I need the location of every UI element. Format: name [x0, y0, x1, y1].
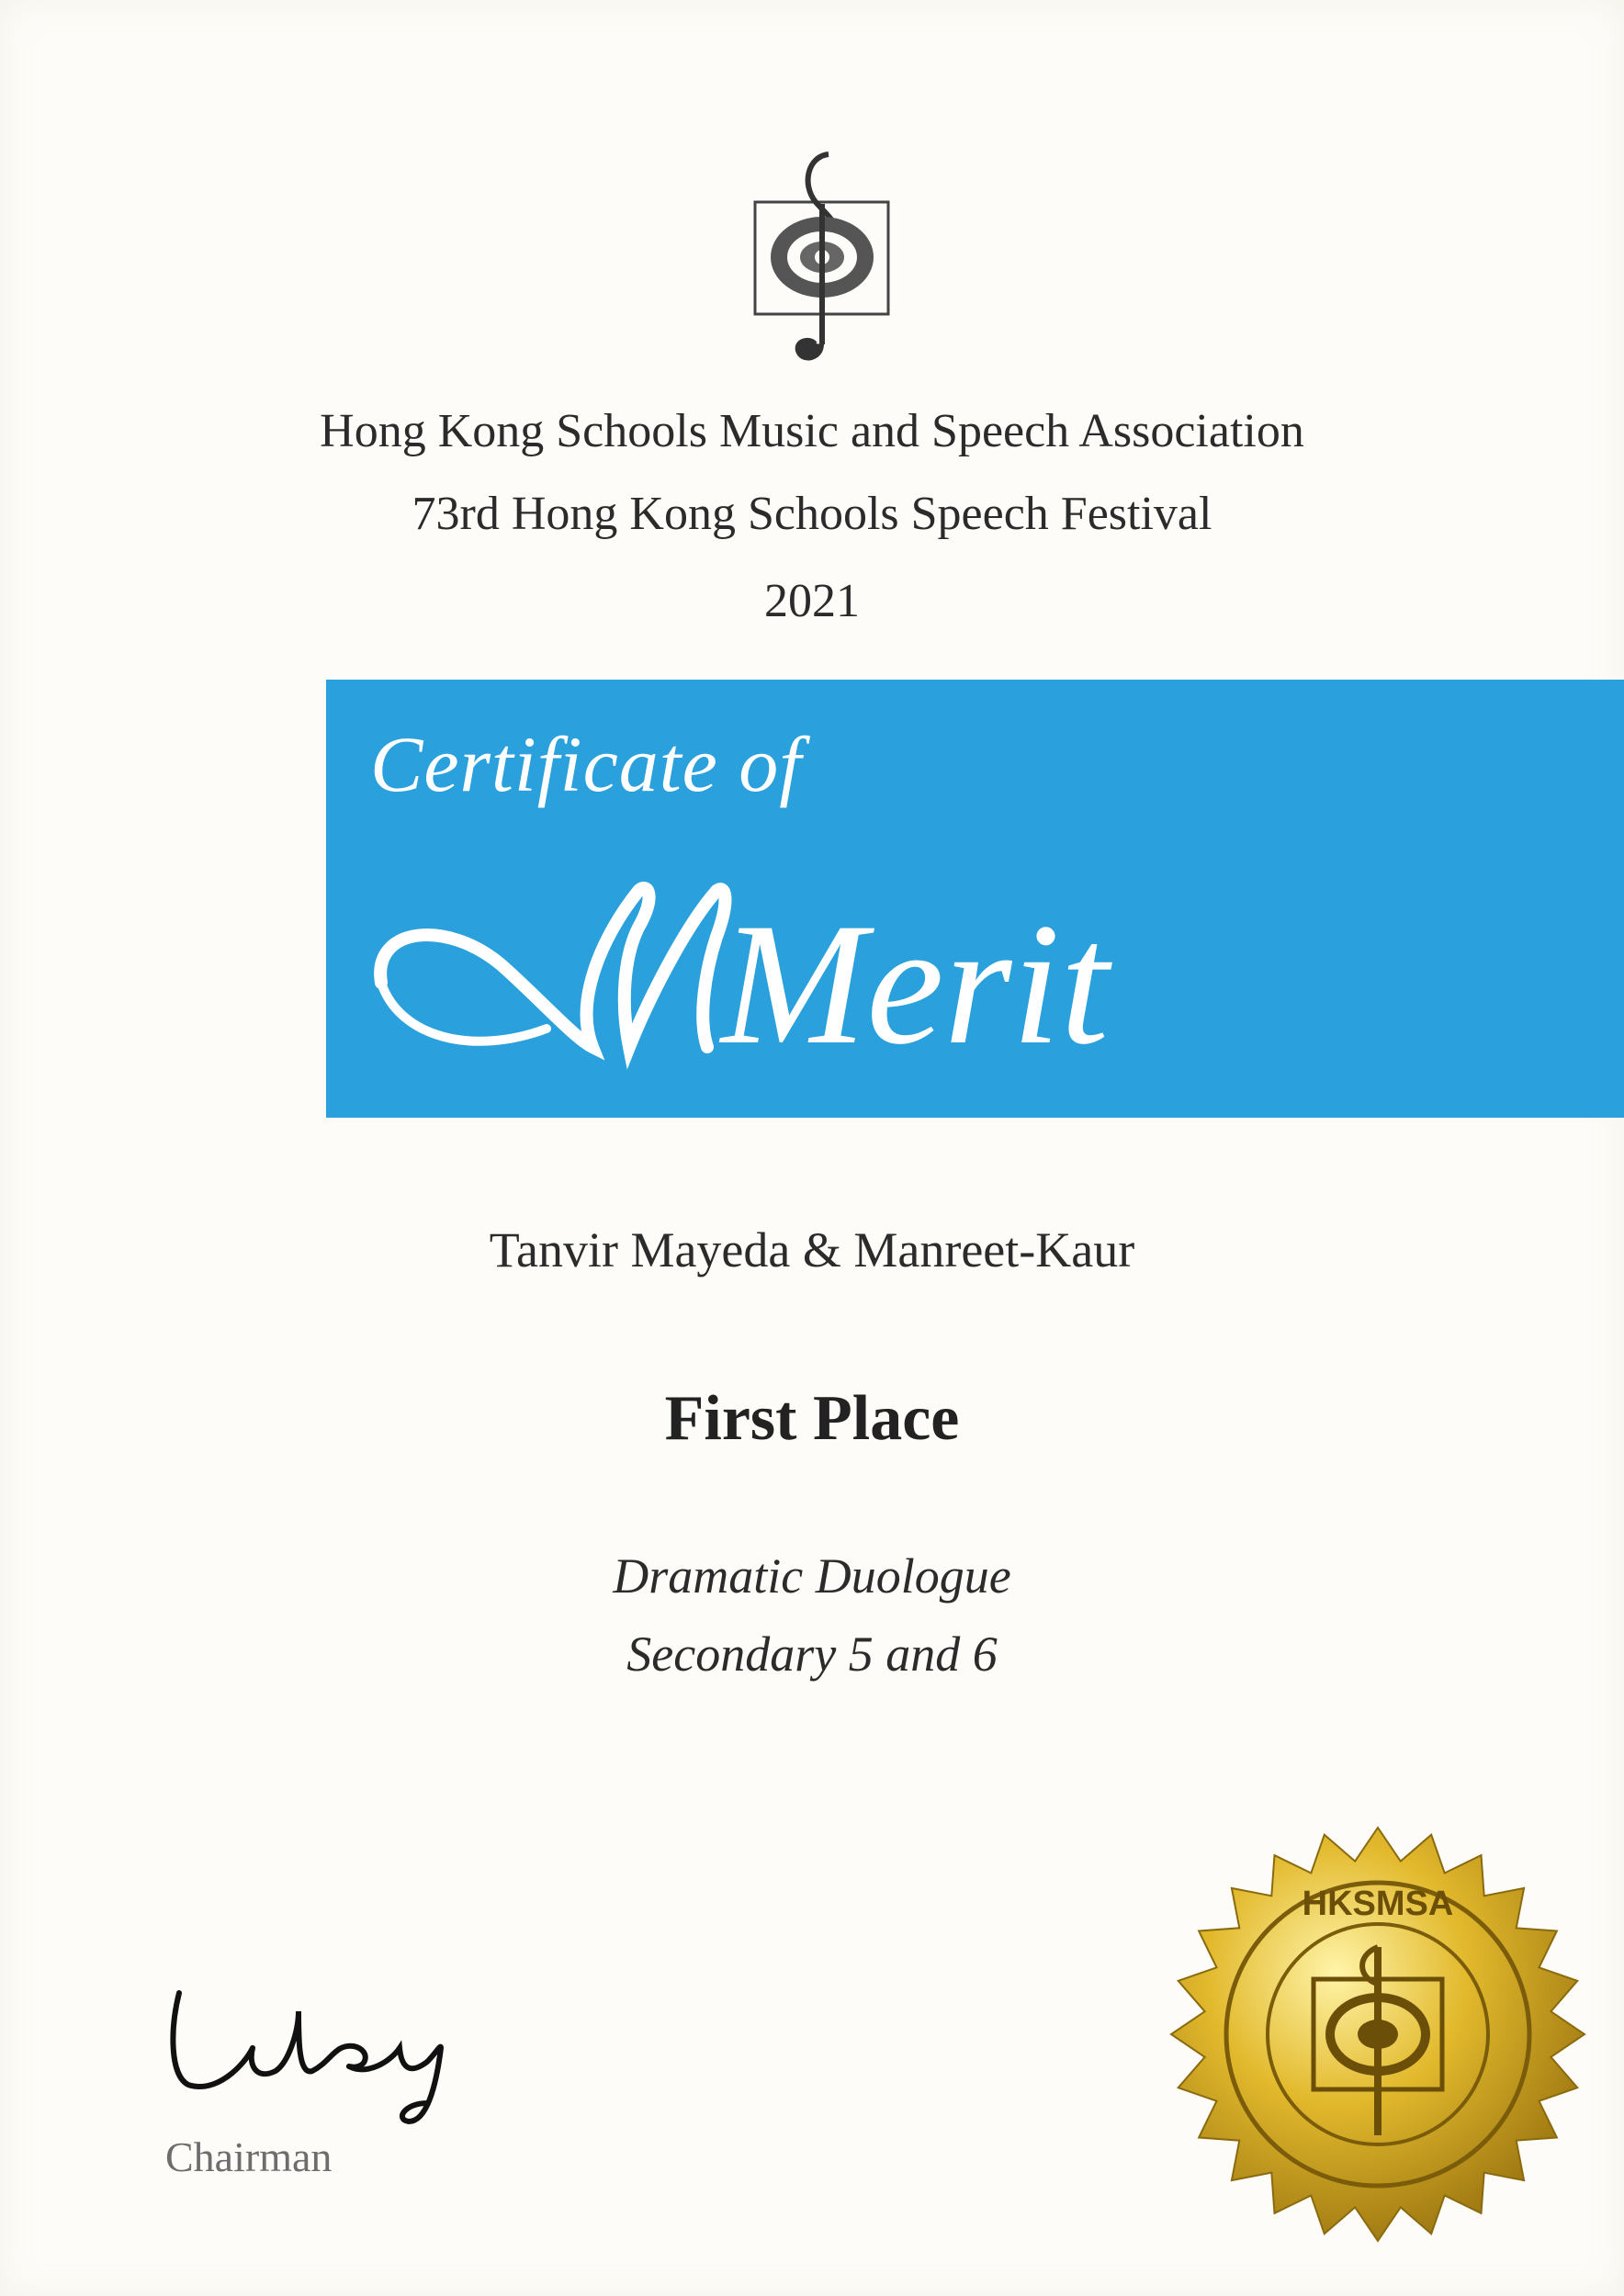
- certificate-of-heading: Certificate of: [370, 720, 803, 808]
- signer-title: Chairman: [165, 2133, 333, 2180]
- certificate-banner: [326, 680, 1624, 1118]
- chairman-signature: [161, 1975, 491, 2131]
- award-level: Secondary 5 and 6: [626, 1626, 998, 1682]
- festival-name: 73rd Hong Kong Schools Speech Festival: [412, 488, 1212, 540]
- association-name: Hong Kong Schools Music and Speech Association: [320, 405, 1304, 457]
- treble-clef-logo-icon: [744, 147, 900, 367]
- festival-year: 2021: [764, 575, 860, 627]
- gold-seal-icon: [1167, 1823, 1589, 2245]
- seal-text: HKSMSA: [1302, 1885, 1454, 1923]
- merit-script-title: [363, 827, 1110, 1102]
- recipient-names: Tanvir Mayeda & Manreet-Kaur: [489, 1222, 1135, 1277]
- merit-text: Merit: [721, 888, 1110, 1081]
- award-place: First Place: [664, 1383, 960, 1454]
- award-category: Dramatic Duologue: [613, 1548, 1011, 1604]
